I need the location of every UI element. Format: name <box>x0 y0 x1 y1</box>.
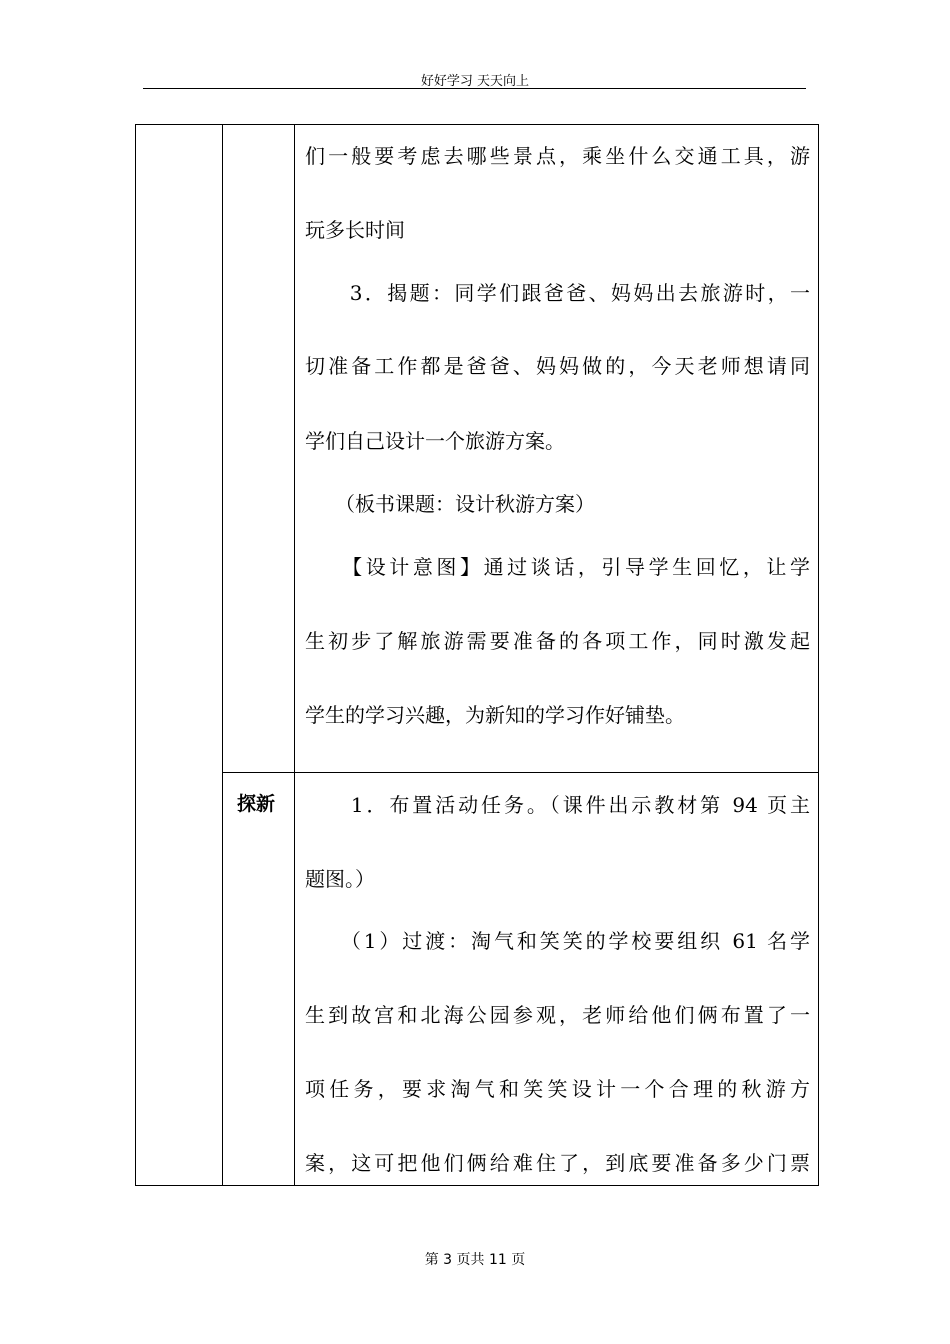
text-line: 切准备工作都是爸爸、妈妈做的，今天老师想请同 <box>305 354 810 378</box>
lesson-table <box>135 124 819 1186</box>
text-line: 项任务，要求淘气和笑笑设计一个合理的秋游方 <box>305 1077 810 1101</box>
text-line: 玩多长时间 <box>305 218 405 242</box>
header-rule <box>143 88 806 89</box>
text-line: （板书课题：设计秋游方案） <box>305 492 595 516</box>
text-line: （1）过渡：淘气和笑笑的学校要组织 61 名学 <box>305 929 810 953</box>
text-line: 【设计意图】通过谈话，引导学生回忆，让学 <box>305 555 810 579</box>
text-line: 生到故宫和北海公园参观，老师给他们俩布置了一 <box>305 1003 810 1027</box>
column-divider-1 <box>222 125 223 1185</box>
section-label: 探新 <box>237 793 276 815</box>
text-line: 案，这可把他们俩给难住了，到底要准备多少门票 <box>305 1151 810 1175</box>
text-line: 学生的学习兴趣，为新知的学习作好铺垫。 <box>305 703 685 727</box>
text-line: 们一般要考虑去哪些景点，乘坐什么交通工具，游 <box>305 144 810 168</box>
text-line: 题图。） <box>305 867 375 891</box>
text-line: 生初步了解旅游需要准备的各项工作，同时激发起 <box>305 629 810 653</box>
column-divider-2 <box>294 125 295 1185</box>
text-line: 1．布置活动任务。（课件出示教材第 94 页主 <box>305 793 810 817</box>
text-line: 学们自己设计一个旅游方案。 <box>305 429 565 453</box>
text-line: 3．揭题：同学们跟爸爸、妈妈出去旅游时，一 <box>305 281 810 305</box>
page-footer: 第 3 页共 11 页 <box>424 1252 526 1268</box>
row-divider <box>222 772 819 773</box>
page-header: 好好学习 天天向上 <box>420 74 530 89</box>
